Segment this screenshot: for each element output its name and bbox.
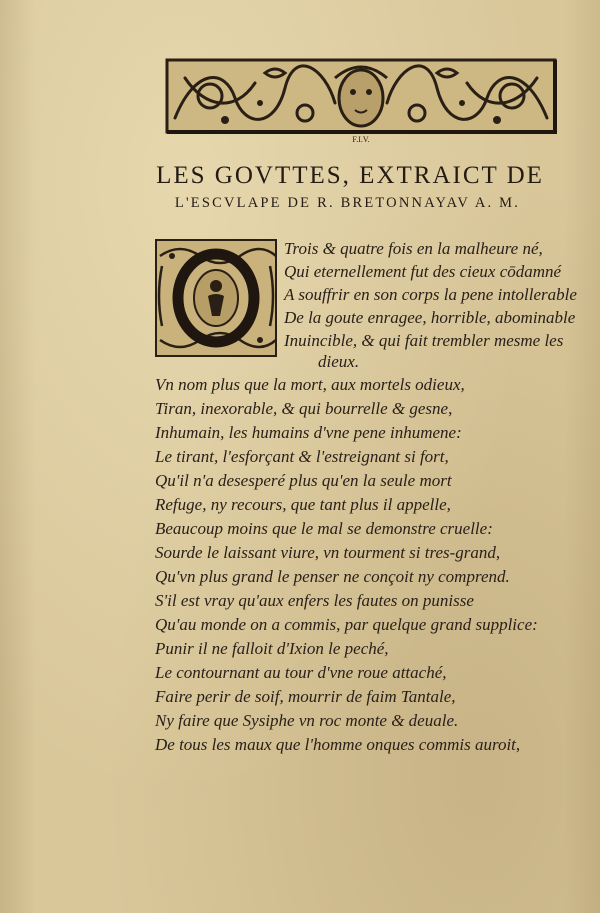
verse-line: Le tirant, l'esforçant & l'estreignant si fort,: [155, 447, 449, 466]
verse-line: Qu'il n'a desesperé plus qu'en la seule mort: [155, 471, 452, 490]
verse-line: A souffrir en son corps la pene intollerable: [284, 285, 577, 304]
verse-line: Vn nom plus que la mort, aux mortels odieux,: [155, 375, 465, 394]
verse-line: Tiran, inexorable, & qui bourrelle & gesne,: [155, 399, 453, 418]
verse-line: Qu'vn plus grand le penser ne conçoit ny comprend.: [155, 567, 510, 586]
page-title: LES GOVTTES, EXTRAICT DE: [156, 162, 544, 189]
verse-line: Ny faire que Sysiphe vn roc monte & deuale.: [155, 711, 459, 730]
verse-line: Qu'au monde on a commis, par quelque grand supplice:: [155, 615, 538, 634]
verse-line: Le contournant au tour d'vne roue attaché,: [155, 663, 447, 682]
verse-line: Qui eternellement fut des cieux cōdamné: [284, 262, 562, 281]
verse-line: Trois & quatre fois en la malheure né,: [284, 239, 543, 258]
verse-line: Faire perir de soif, mourrir de faim Tantale,: [155, 687, 456, 706]
page-subtitle: L'ESCVLAPE DE R. BRETONNAYAV A. M.: [174, 195, 521, 211]
verse-line: dieux.: [318, 352, 360, 371]
headband-caption: F.I.V.: [352, 135, 370, 144]
verse-line: Beaucoup moins que le mal se demonstre cruelle:: [155, 519, 493, 538]
verse-line: Sourde le laissant viure, vn tourment si tres-grand,: [155, 543, 501, 562]
verse-line: Punir il ne falloit d'Ixion le peché,: [155, 639, 389, 658]
verse-line: Inhumain, les humains d'vne pene inhumene:: [155, 423, 462, 442]
verse-line: Refuge, ny recours, que tant plus il appelle,: [155, 495, 451, 514]
verse-line: De la goute enragee, horrible, abominable: [284, 308, 576, 327]
verse-line: Inuincible, & qui fait trembler mesme les: [284, 331, 564, 350]
verse-line: De tous les maux que l'homme onques commis auroit,: [155, 735, 521, 754]
verse-line: S'il est vray qu'aux enfers les fautes on punisse: [155, 591, 474, 610]
